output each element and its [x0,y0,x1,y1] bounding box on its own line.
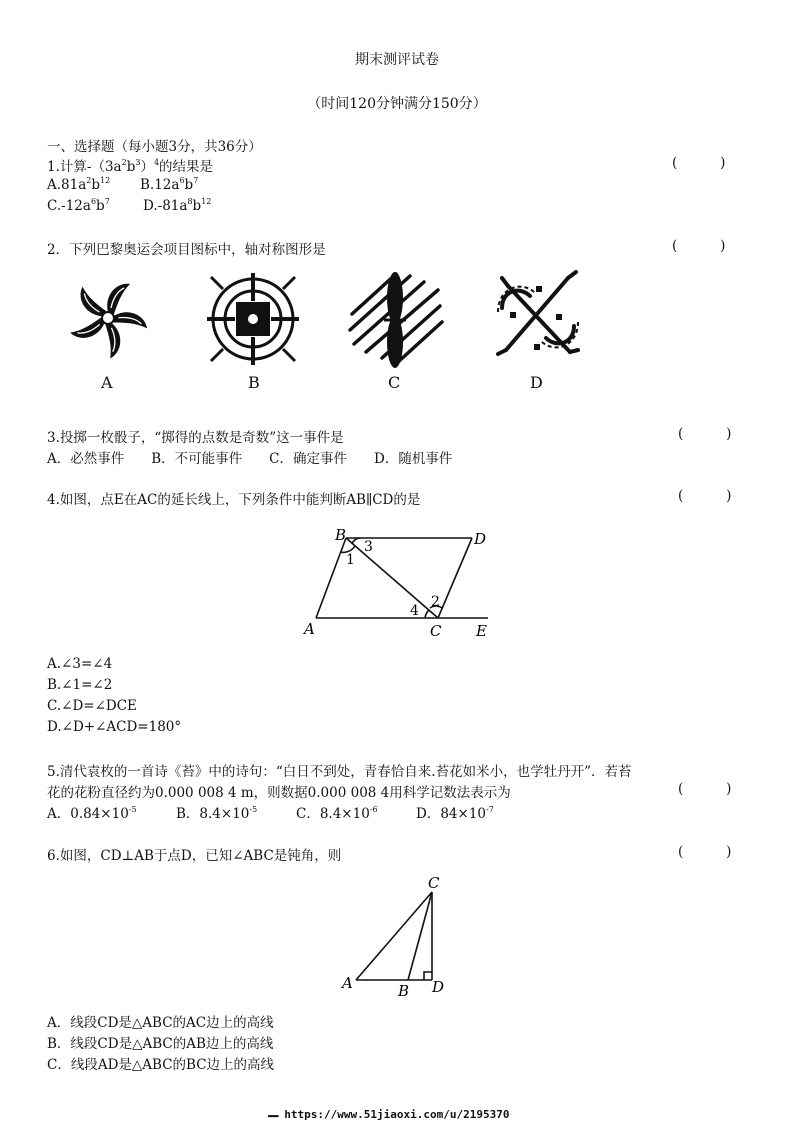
q3-stem: 3.投掷一枚骰子，“掷得的点数是奇数”这一事件是 [47,430,344,446]
angle-label-3: 3 [364,539,373,555]
q1-option-c: $C.-12a^6b^7$ [47,197,110,214]
point-label-d: D [432,978,445,996]
q4-option-c: C.∠D=∠DCE [47,698,137,714]
q2-answer-blank: ( ) [672,238,726,254]
q6-answer-blank: ( ) [678,844,732,860]
point-label-c: C [428,874,440,892]
q5-answer-blank: ( ) [678,781,732,797]
footer-url[interactable]: https://www.51jiaoxi.com/u/2195370 [284,1108,510,1121]
angle-label-1: 1 [346,552,355,568]
crossed-sticks-icon [490,268,586,368]
q4-option-b: B.∠1=∠2 [47,677,113,693]
q6-option-b: B．线段CD是△ABC的AB边上的高线 [47,1036,274,1052]
q4-option-d: D.∠D+∠ACD=180° [47,719,182,735]
pinwheel-icon [62,272,154,364]
point-label-e: E [476,622,487,640]
point-label-b: B [398,982,410,1000]
angle-label-2: 2 [431,594,440,610]
footer-marks: ▬▬▬ [268,1112,278,1120]
q2-label-d: D [530,373,543,392]
angle-label-4: 4 [410,603,419,619]
q1-stem: 1.计算$-(3a^2b^3)^4$的结果是 [47,158,214,175]
q2-label-a: A [101,373,113,392]
target-icon [206,272,300,366]
q4-answer-blank: ( ) [678,488,732,504]
q3-answer-blank: ( ) [678,426,732,442]
q5-option-d: D．$84\times 10^{-7}$ [416,805,494,822]
point-label-c: C [430,622,442,640]
q1-option-d: $D.-81a^8b^{12}$ [143,197,212,214]
footer [268,1108,509,1121]
q2-stem: 2．下列巴黎奥运会项目图标中，轴对称图形是 [47,242,326,258]
point-label-d: D [474,530,487,548]
q5-stem-line2: 花的花粉直径约为0.000 008 4 m，则数据0.000 008 4用科学记数法表示为 [47,785,511,801]
q1-option-b: $B.12a^6b^7$ [140,176,199,193]
q6-stem: 6.如图，CD⊥AB于点D，已知∠ABC是钝角，则 [47,848,342,864]
point-label-a: A [342,974,353,992]
q5-option-c: C．$8.4\times 10^{-6}$ [296,805,378,822]
q4-parallelogram-figure [298,522,498,642]
q5-stem-line1: 5.清代袁枚的一首诗《苔》中的诗句：“白日不到处，青春恰自来.苔花如米小，也学牡丹开”．若苔 [47,764,632,780]
q6-option-a: A．线段CD是△ABC的AC边上的高线 [47,1015,274,1031]
q5-option-a: A．$0.84\times 10^{-5}$ [47,805,137,822]
q2-label-c: C [388,373,401,392]
q6-triangle-figure [338,872,458,1004]
q1-answer-blank: ( ) [672,155,726,171]
section-heading: 一、选择题（每小题3分，共36分） [47,139,262,155]
crossed-paddles-icon [344,268,446,372]
q4-option-a: A.∠3=∠4 [47,656,113,672]
page-title: 期末测评试卷 [355,52,439,68]
page-subtitle: （时间120分钟满分150分） [307,96,487,112]
q6-option-c: C．线段AD是△ABC的BC边上的高线 [47,1057,275,1073]
q3-options: A．必然事件 B．不可能事件 C．确定事件 D．随机事件 [47,451,453,467]
point-label-a: A [304,620,315,638]
q2-label-b: B [248,373,260,392]
q1-option-a: $A.81a^2b^{12}$ [47,176,111,193]
q5-option-b: B．$8.4\times 10^{-5}$ [176,805,258,822]
point-label-b: B [335,526,347,544]
q4-stem: 4.如图，点E在AC的延长线上，下列条件中能判断AB∥CD的是 [47,492,421,508]
